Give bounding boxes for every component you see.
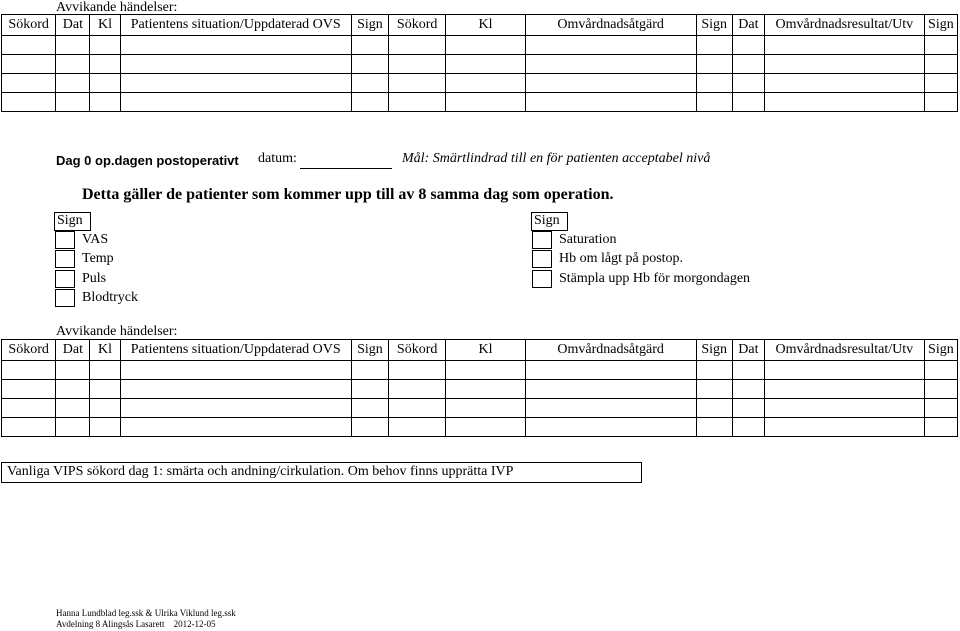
table-row[interactable] [2,361,958,380]
footer-unit-date: Avdelning 8 Alingsås Lasarett 2012-12-05 [56,619,216,629]
col-header: Omvårdnadsresultat/Utv [764,15,924,36]
col-header: Dat [732,15,764,36]
sign-header-right: Sign [531,212,568,231]
col-header: Sökord [389,15,446,36]
col-header: Sign [351,15,388,36]
col-header: Sign [924,15,957,36]
goal-text: Mål: Smärtlindrad till en för patienten acceptabel nivå [402,151,711,166]
vas-label: VAS [82,232,109,247]
stamp-hb-checkbox[interactable] [532,270,552,288]
temp-checkbox[interactable] [55,250,75,268]
table-row[interactable] [2,418,958,437]
hb-label: Hb om lågt på postop. [559,251,684,266]
col-header: Dat [56,340,90,361]
table-header-row [2,340,958,361]
col-header: Sökord [2,340,56,361]
col-header: Sign [924,340,957,361]
vips-note-box: Vanliga VIPS sökord dag 1: smärta och andning/cirkulation. Om behov finns upprätta IVP [1,462,642,483]
footer-authors: Hanna Lundblad leg.ssk & Ulrika Viklund leg.ssk [56,608,236,618]
day-label: Dag 0 op.dagen postoperativt [56,153,239,168]
col-header: Kl [90,15,120,36]
deviations-label-top: Avvikande händelser: [56,0,178,15]
col-header: Sökord [389,340,446,361]
col-header: Patientens situation/Uppdaterad OVS [120,15,351,36]
vas-checkbox[interactable] [55,231,75,249]
temp-label: Temp [82,251,114,266]
col-header: Sign [696,340,732,361]
table-row[interactable] [2,55,958,74]
table-row[interactable] [2,380,958,399]
table-row[interactable] [2,36,958,55]
hb-checkbox[interactable] [532,250,552,268]
pulse-checkbox[interactable] [55,270,75,288]
date-field[interactable] [300,168,392,169]
col-header: Omvårdnadsåtgärd [525,15,696,36]
col-header: Kl [90,340,120,361]
saturation-checkbox[interactable] [532,231,552,249]
date-label: datum: [258,151,297,166]
sign-header-left: Sign [54,212,91,231]
saturation-label: Saturation [559,232,617,247]
table-row[interactable] [2,93,958,112]
applies-note: Detta gäller de patienter som kommer upp till av 8 samma dag som operation. [82,186,614,203]
col-header: Omvårdnadsåtgärd [525,340,696,361]
col-header: Sign [696,15,732,36]
col-header: Omvårdnadsresultat/Utv [764,340,924,361]
col-header: Sign [351,340,388,361]
blood-pressure-checkbox[interactable] [55,289,75,307]
col-header: Sökord [2,15,56,36]
col-header: Kl [446,340,525,361]
pulse-label: Puls [82,271,107,286]
col-header: Kl [446,15,525,36]
table-row[interactable] [2,74,958,93]
deviations-label-bottom: Avvikande händelser: [56,324,178,339]
col-header: Dat [56,15,90,36]
table-row[interactable] [2,399,958,418]
deviations-table-bottom [1,339,958,437]
deviations-table-top [1,14,958,112]
table-header-row [2,15,958,36]
col-header: Patientens situation/Uppdaterad OVS [120,340,351,361]
blood-pressure-label: Blodtryck [82,290,138,305]
stamp-hb-label: Stämpla upp Hb för morgondagen [559,271,751,286]
col-header: Dat [732,340,764,361]
